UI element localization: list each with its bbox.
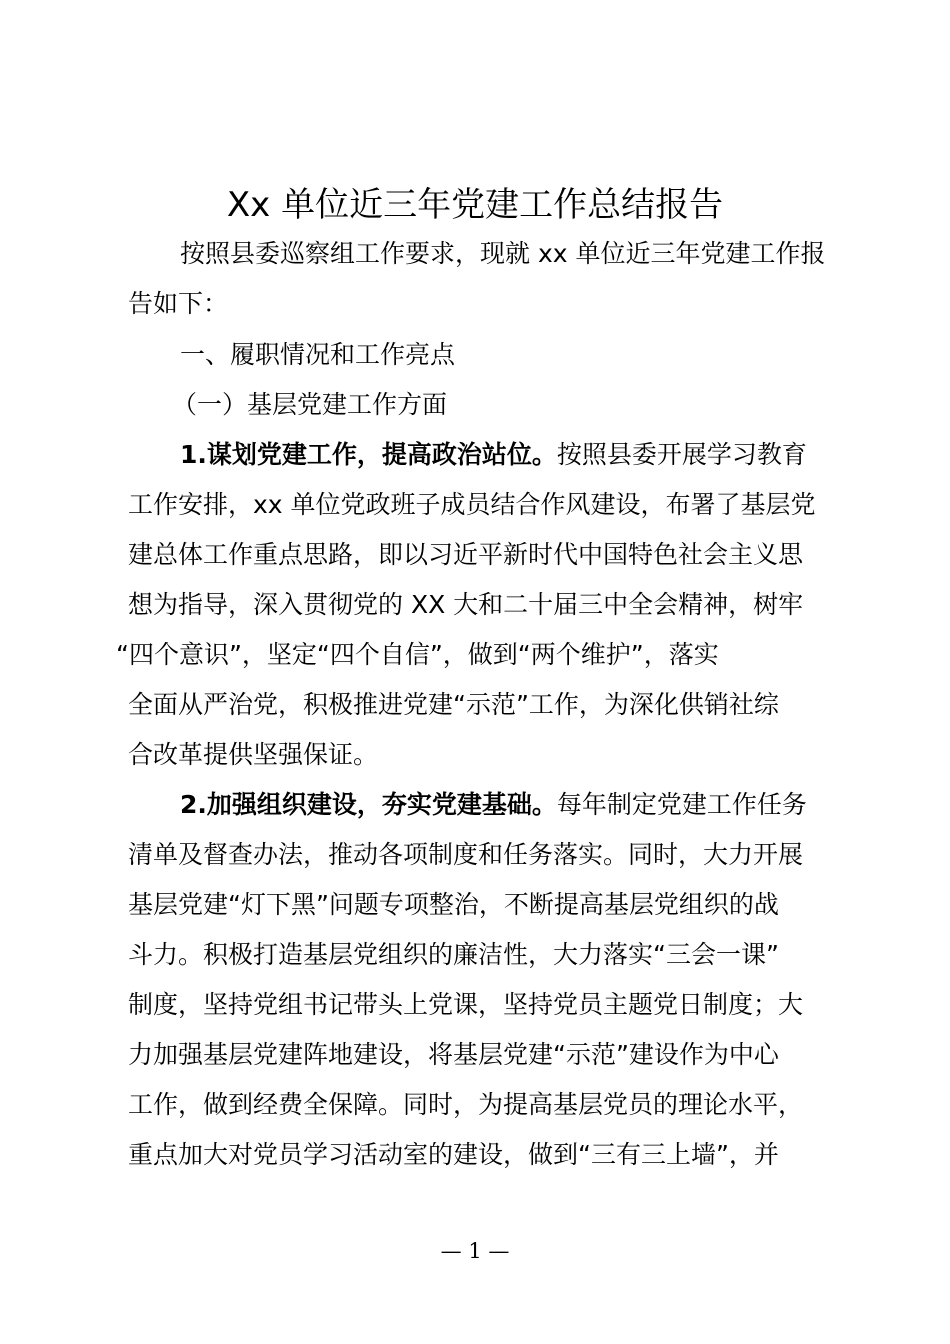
paragraph-2-line-7: 工作，做到经费全保障。同时，为提高基层党员的理论水平， — [128, 1090, 804, 1119]
paragraph-1-line-7: 合改革提供坚强保证。 — [128, 740, 379, 769]
document-title: Xx 单位近三年党建工作总结报告 — [226, 185, 724, 225]
intro-line-2: 告如下： — [128, 289, 229, 318]
subsection-heading: （一）基层党建工作方面 — [172, 390, 448, 419]
paragraph-2-line-1 — [180, 780, 807, 830]
section-heading: 一、履职情况和工作亮点 — [180, 340, 456, 369]
paragraph-1-line-5: “四个意识”，坚定“四个自信”，做到“两个维护”，落实 — [116, 640, 719, 669]
paragraph-2-line-8: 重点加大对党员学习活动室的建设，做到“三有三上墙”，并 — [128, 1140, 779, 1169]
paragraph-1-line-1-text: 按照县委开展学习教育 — [556, 440, 807, 469]
page-number: — 1 — — [440, 1239, 510, 1263]
paragraph-2-line-1-text: 每年制定党建工作任务 — [556, 790, 807, 819]
paragraph-1-line-4: 想为指导，深入贯彻党的 XX 大和二十届三中全会精神，树牢 — [128, 590, 804, 619]
paragraph-2-line-5: 制度，坚持党组书记带头上党课，坚持党员主题党日制度；大 — [128, 990, 804, 1019]
paragraph-2-line-4: 斗力。积极打造基层党组织的廉洁性，大力落实“三会一课” — [128, 940, 779, 969]
paragraph-1-line-3: 建总体工作重点思路，即以习近平新时代中国特色社会主义思 — [128, 540, 804, 569]
paragraph-1-line-2: 工作安排，xx 单位党政班子成员结合作风建设，布署了基层党 — [128, 490, 816, 519]
intro-line-1: 按照县委巡察组工作要求，现就 xx 单位近三年党建工作报 — [180, 239, 826, 268]
paragraph-2-lead: 2.加强组织建设，夯实党建基础。 — [180, 790, 557, 819]
paragraph-1-lead: 1.谋划党建工作，提高政治站位。 — [180, 440, 557, 469]
paragraph-2-line-6: 力加强基层党建阵地建设，将基层党建“示范”建设作为中心 — [128, 1040, 779, 1069]
paragraph-2-line-3: 基层党建“灯下黑”问题专项整治，不断提高基层党组织的战 — [128, 890, 779, 919]
paragraph-2-line-2: 清单及督查办法，推动各项制度和任务落实。同时，大力开展 — [128, 840, 804, 869]
paragraph-1-line-6: 全面从严治党，积极推进党建“示范”工作，为深化供销社综 — [128, 690, 779, 719]
paragraph-1-line-1 — [180, 430, 807, 480]
